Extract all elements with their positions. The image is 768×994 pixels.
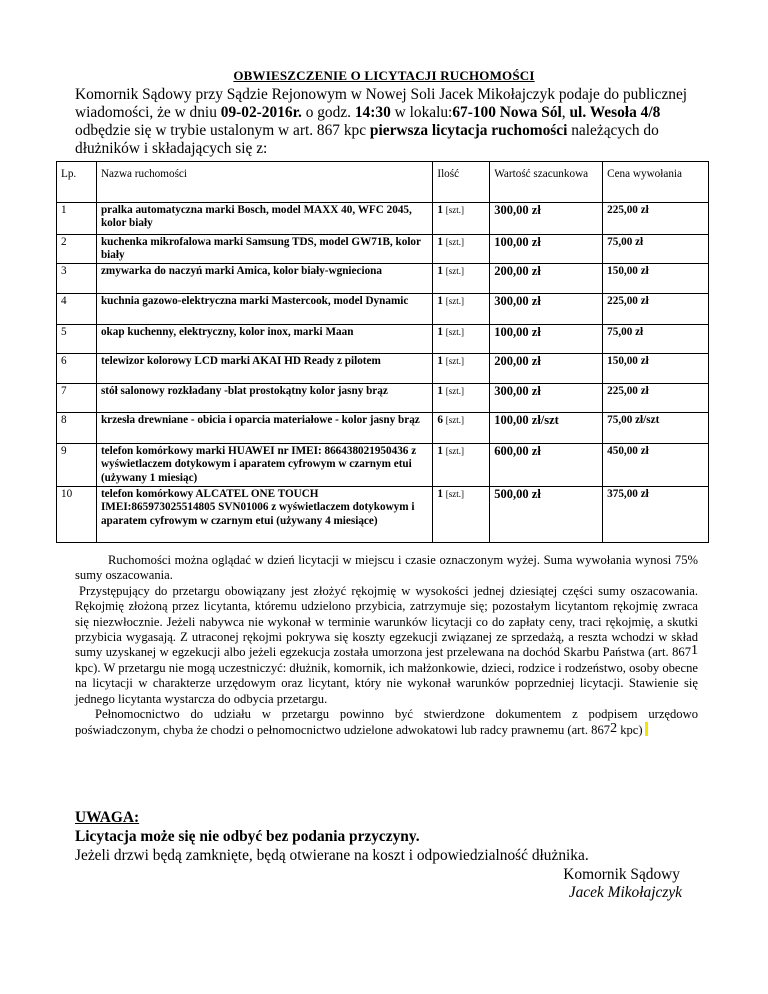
terms-paragraph-3: Pełnomocnictwo do udziału w przetargu powinno być stwierdzone dokumentem z podpisem urzędowo poświadczonym, chyba że chodzi o pełnomocnictwo udzielone adwokatowi lub radcy prawnemu (art. $867^2$ kpc) [75, 707, 698, 738]
auction-type: pierwsza licytacja ruchomości [369, 122, 568, 139]
header-qty: Ilość [433, 162, 490, 203]
table-header-row [57, 162, 709, 203]
text-cursor-highlight [645, 722, 648, 736]
terms-paragraph-2: Przystępujący do przetargu obowiązany jest złożyć rękojmię w wysokości jednej dziesiątej części sumy oszacowania. Rękojmię złożoną przez licytanta, któremu udzielono przybicia, zatrzymuje się; pozostałym licytantom rękojmię zwraca się niezwłocznie. Jeżeli nabywca nie wykonał w terminie warunków licytacji co do zapłaty ceny, traci rękojmię, a skutki przybicia wygasają. Z utraconej rękojmi pokrywa się koszty egzekucji związanej ze sprzedażą, a reszta wchodzi w skład sumy uzyskanej w egzekucji albo jeżeli egzekucja została umorzona jest przelewana na dochód Skarbu Państwa (art. $867^1$ kpc). W przetargu nie mogą uczestniczyć: dłużnik, komornik, ich małżonkowie, dzieci, rodzice i rodzeństwo, osoby obecne na licytacji w charakterze urzędowym oraz licytant, który nie wykonał warunków poprzedniej licytacji. Stawienie się jednego licytanta wystarcza do odbycia przetargu. [75, 583, 698, 706]
table-row: 6 telewizor kolorowy LCD marki AKAI HD Ready z pilotem 1 [szt.] 200,00 zł 150,00 zł [57, 354, 709, 384]
warning-line-2: Jeżeli drzwi będą zamknięte, będą otwierane na koszt i odpowiedzialność dłużnika. [75, 847, 589, 864]
warning-heading: UWAGA: [75, 809, 140, 826]
auction-place: 67-100 Nowa Sól [452, 104, 562, 121]
document-title: OBWIESZCZENIE O LICYTACJI RUCHOMOŚCI [233, 68, 535, 83]
auction-date: 09-02-2016r. [220, 104, 302, 121]
intro-paragraph: Komornik Sądowy przy Sądzie Rejonowym w Nowej Soli Jacek Mikołajczyk podaje do publicznej wiadomości, że w dniu 09-02-2016r. o godz. 14:30 w lokalu:67-100 Nowa Sól, ul. Wesoła 4/8 odbędzie się w trybie ustalonym w art. 867 kpc pierwsza licytacja ruchomości należących do dłużników i składających się z: [75, 86, 688, 157]
warning-line-1: Licytacja może się nie odbyć bez podania przyczyny. [75, 828, 420, 845]
table-row: 10 telefon komórkowy ALCATEL ONE TOUCH IMEI:865973025514805 SVN01006 z wyświetlaczem dotykowym i aparatem cyfrowym w czarnym etui (używany 4 miesiące) 1 [szt.] 500,00 zł 375,00 zł [57, 487, 709, 543]
table-row: 1 pralka automatyczna marki Bosch, model MAXX 40, WFC 2045, kolor biały 1 [szt.] 300,00 zł 225,00 zł [57, 203, 709, 235]
auction-street: ul. Wesoła 4/8 [569, 104, 661, 121]
header-value: Wartość szacunkowa [490, 162, 603, 203]
table-row: 2 kuchenka mikrofalowa marki Samsung TDS, model GW71B, kolor biały 1 [szt.] 100,00 zł 75,00 zł [57, 235, 709, 264]
signature-name: Jacek Mikołajczyk [568, 884, 682, 901]
terms-paragraph-1: Ruchomości można oglądać w dzień licytacji w miejscu i czasie oznaczonym wyżej. Suma wywołania wynosi 75% sumy oszacowania. [75, 553, 698, 583]
items-table [56, 161, 709, 543]
table-row: 5 okap kuchenny, elektryczny, kolor inox, marki Maan 1 [szt.] 100,00 zł 75,00 zł [57, 325, 709, 354]
table-row: 9 telefon komórkowy marki HUAWEI nr IMEI: 866438021950436 z wyświetlaczem dotykowym i aparatem cyfrowym w czarnym etui (używany 1 miesiąc) 1 [szt.] 600,00 zł 450,00 zł [57, 444, 709, 487]
header-lp: Lp. [57, 162, 97, 203]
header-price: Cena wywołania [603, 162, 709, 203]
table-row: 7 stół salonowy rozkładany -blat prostokątny kolor jasny brąz 1 [szt.] 300,00 zł 225,00 zł [57, 384, 709, 413]
table-row: 3 zmywarka do naczyń marki Amica, kolor biały-wgnieciona 1 [szt.] 200,00 zł 150,00 zł [57, 264, 709, 294]
auction-terms [75, 553, 698, 739]
auction-time: 14:30 [354, 104, 391, 121]
signature-role: Komornik Sądowy [563, 866, 680, 883]
header-name: Nazwa ruchomości [96, 162, 432, 203]
table-row: 4 kuchnia gazowo-elektryczna marki Mastercook, model Dynamic 1 [szt.] 300,00 zł 225,00 zł [57, 294, 709, 325]
table-row: 8 krzesła drewniane - obicia i oparcia materiałowe - kolor jasny brąz 6 [szt.] 100,00 zł/szt 75,00 zł/szt [57, 413, 709, 444]
